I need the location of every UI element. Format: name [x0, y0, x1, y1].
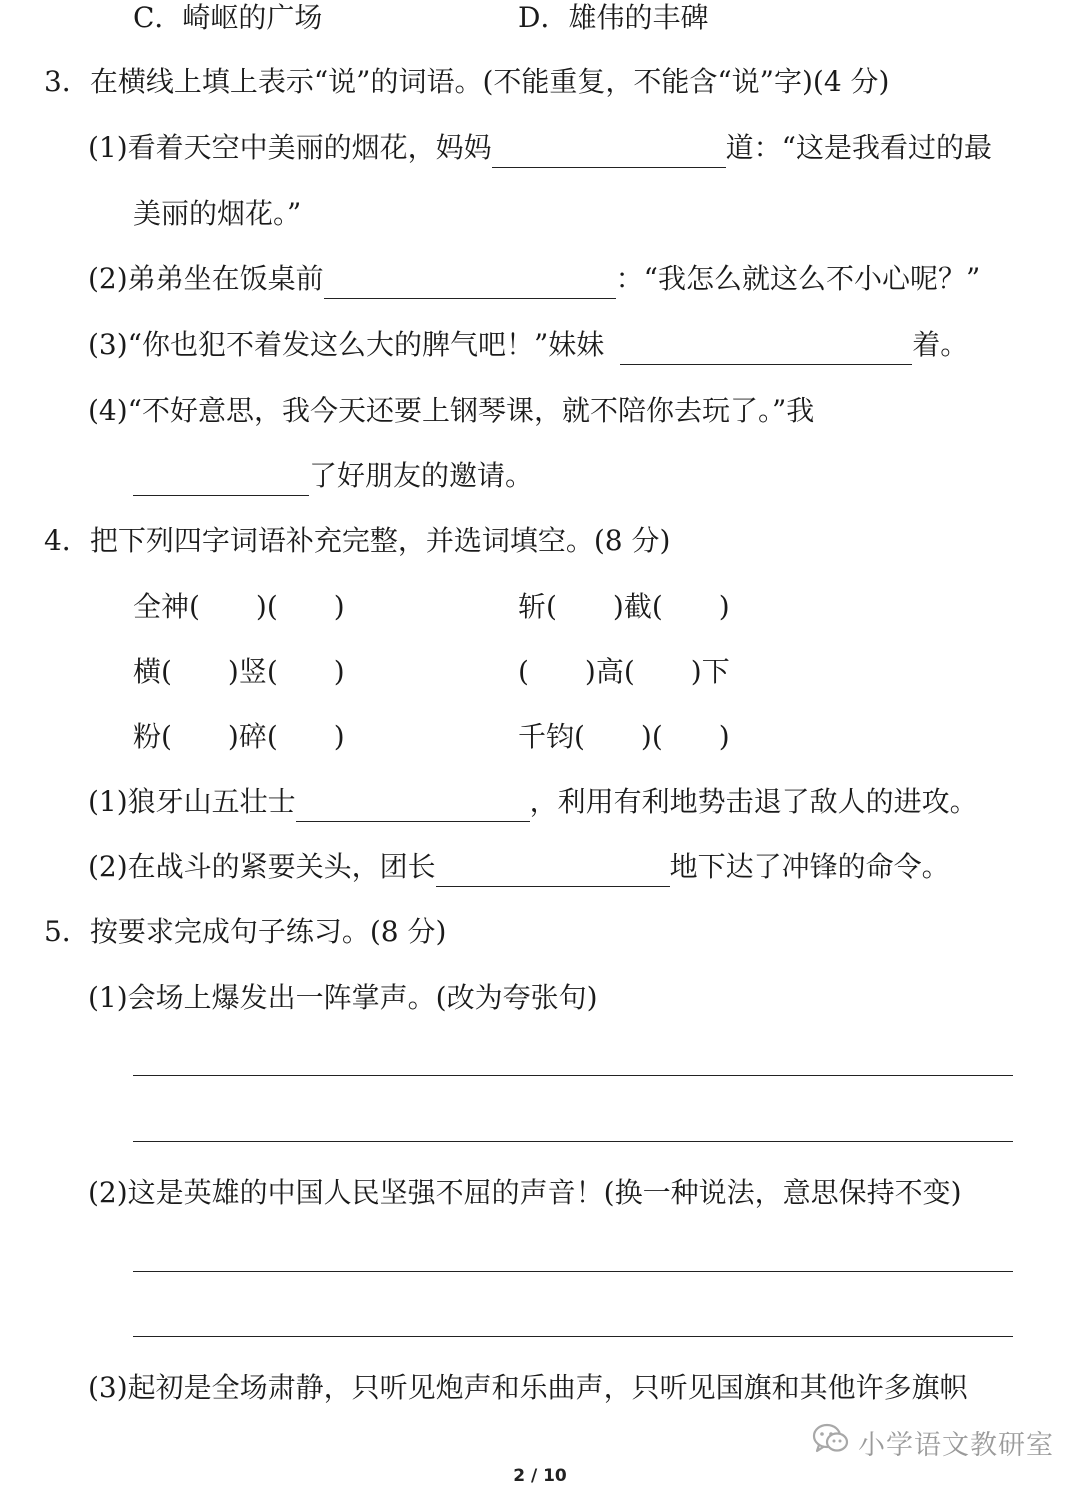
q3-item1-prefix: (1)看着天空中美丽的烟花，妈妈 — [88, 131, 492, 164]
q5-item3: (3)起初是全场肃静，只听见炮声和乐曲声，只听见国旗和其他许多旗帜 — [88, 1371, 968, 1404]
q3-item2-suffix: ：“我怎么就这么不小心呢？” — [615, 262, 981, 295]
idiom-4: ( )高( )下 — [518, 655, 730, 688]
q5-item2-answer-line-1[interactable] — [133, 1271, 1013, 1272]
q5-item1-answer-line-1[interactable] — [133, 1075, 1013, 1076]
idiom-1: 全神( )( ) — [133, 590, 345, 623]
option-d: D．雄伟的丰碑 — [518, 1, 709, 34]
q3-item4-continuation — [133, 456, 533, 496]
q3-item4-blank[interactable] — [133, 465, 309, 496]
wechat-icon — [812, 1423, 850, 1462]
q3-item4: (4)“不好意思，我今天还要上钢琴课，就不陪你去玩了。”我 — [88, 394, 815, 427]
q5-title: 5．按要求完成句子练习。(8 分) — [44, 915, 447, 948]
watermark — [812, 1420, 1054, 1464]
q3-item2-prefix: (2)弟弟坐在饭桌前 — [88, 262, 324, 295]
q5-item1-answer-line-2[interactable] — [133, 1141, 1013, 1142]
q3-item2-blank[interactable] — [324, 268, 616, 299]
idiom-2: 斩( )截( ) — [518, 590, 730, 623]
q3-item3 — [88, 325, 968, 365]
q4-title: 4．把下列四字词语补充完整，并选词填空。(8 分) — [44, 524, 671, 557]
q4-item1-blank[interactable] — [296, 791, 530, 822]
q4-item2 — [88, 847, 950, 887]
q4-item1 — [88, 782, 978, 822]
q4-item1-prefix: (1)狼牙山五壮士 — [88, 785, 296, 818]
q5-item2: (2)这是英雄的中国人民坚强不屈的声音！(换一种说法，意思保持不变) — [88, 1176, 962, 1209]
q3-item3-suffix: 着。 — [912, 328, 969, 361]
q3-item2 — [88, 259, 980, 299]
q4-item2-blank[interactable] — [436, 856, 670, 887]
q3-item1-continuation: 美丽的烟花。” — [133, 197, 302, 230]
q5-item1: (1)会场上爆发出一阵掌声。(改为夸张句) — [88, 981, 598, 1014]
q3-item1-suffix: 道：“这是我看过的最 — [725, 131, 992, 164]
q3-item1-blank[interactable] — [492, 137, 726, 168]
q3-item4-suffix: 了好朋友的邀请。 — [309, 459, 534, 492]
idiom-3: 横( )竖( ) — [133, 655, 345, 688]
q4-item1-suffix: ，利用有利地势击退了敌人的进攻。 — [529, 785, 978, 818]
idiom-6: 千钧( )( ) — [518, 720, 730, 753]
idiom-5: 粉( )碎( ) — [133, 720, 345, 753]
page-number: 2 / 10 — [513, 1466, 567, 1486]
q5-item2-answer-line-2[interactable] — [133, 1336, 1013, 1337]
q4-item2-suffix: 地下达了冲锋的命令。 — [669, 850, 950, 883]
watermark-text: 小学语文教研室 — [858, 1429, 1054, 1461]
q4-item2-prefix: (2)在战斗的紧要关头，团长 — [88, 850, 436, 883]
option-c: C．崎岖的广场 — [133, 1, 323, 34]
q3-item1 — [88, 128, 992, 168]
q3-item3-blank[interactable] — [620, 334, 912, 365]
q3-item3-prefix: (3)“你也犯不着发这么大的脾气吧！”妹妹 — [88, 328, 605, 361]
q3-title: 3．在横线上填上表示“说”的词语。(不能重复，不能含“说”字)(4 分) — [44, 65, 890, 98]
